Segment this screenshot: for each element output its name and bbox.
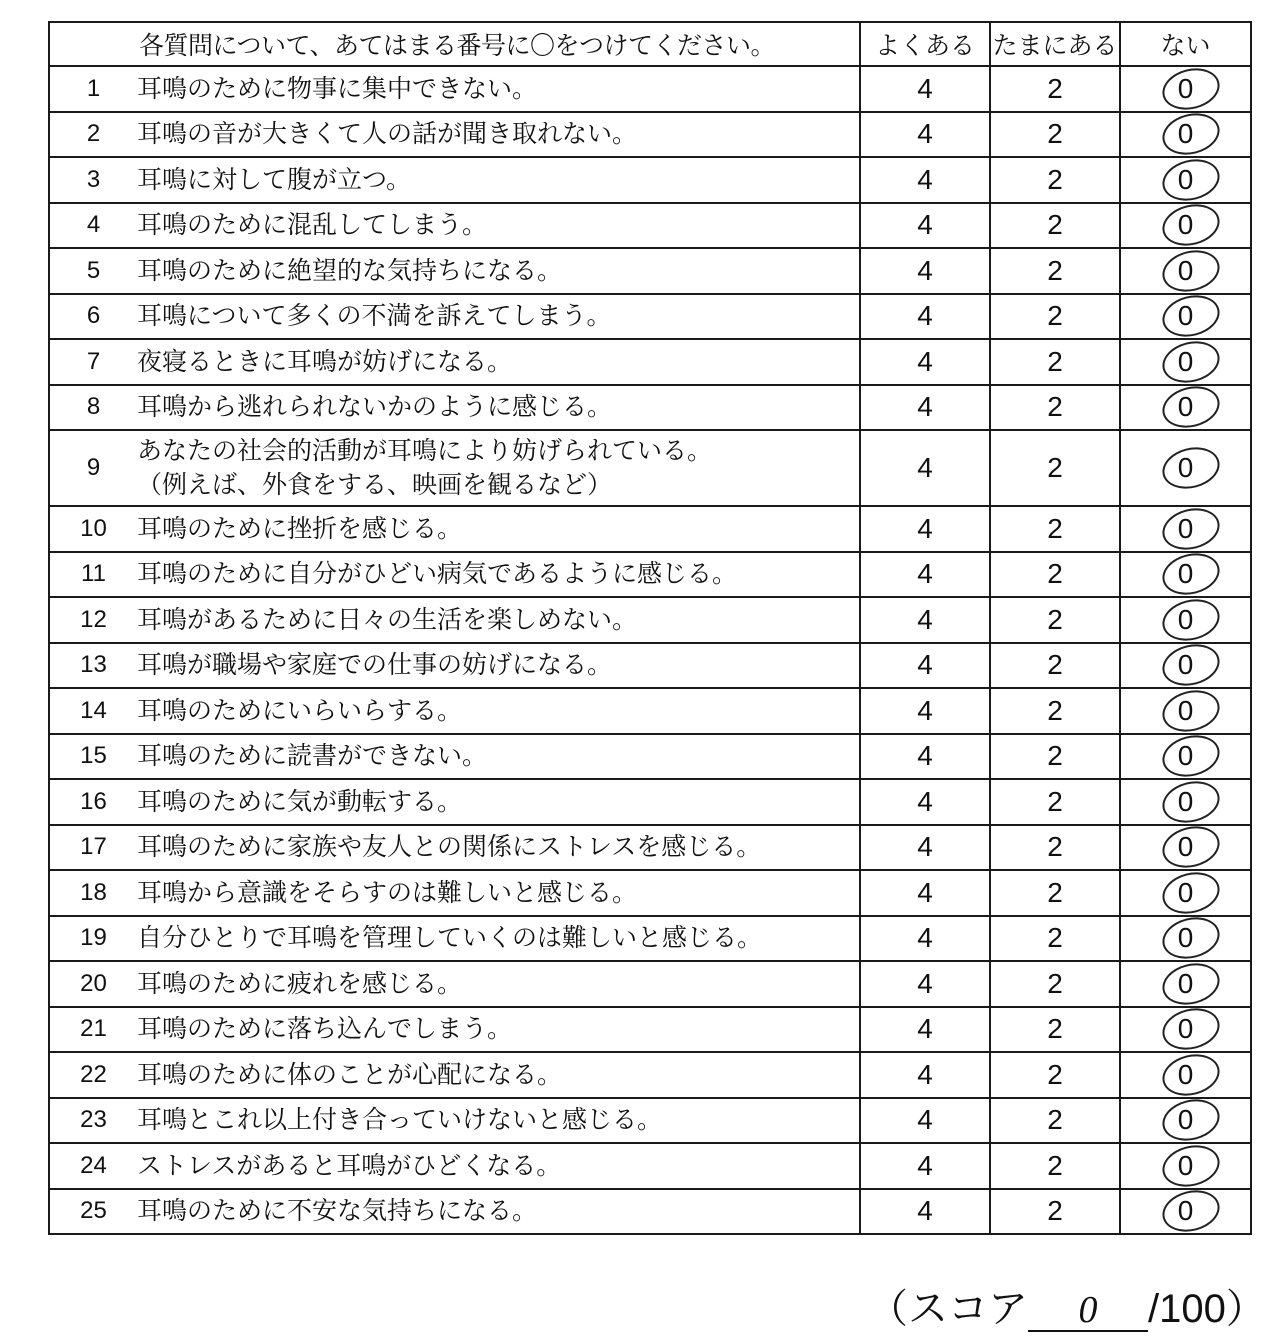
answer-often[interactable]: [860, 339, 990, 385]
answer-sometimes-value: 2: [1047, 300, 1063, 332]
answer-often[interactable]: [860, 1189, 990, 1235]
answer-often-value: 4: [917, 391, 933, 423]
answer-sometimes-value: 2: [1047, 452, 1063, 483]
answer-often-value: 4: [917, 118, 933, 150]
answer-often[interactable]: [860, 203, 990, 249]
answer-often-value: 4: [917, 694, 933, 726]
question-text: 耳鳴のために挫折を感じる。: [137, 513, 463, 543]
answer-never[interactable]: [1120, 961, 1251, 1007]
question-number: 9: [49, 430, 137, 506]
question-text-cell: [137, 248, 860, 294]
answer-often[interactable]: [860, 825, 990, 871]
column-header-never: ない: [1120, 22, 1251, 66]
answer-never-value: 0: [1177, 1149, 1194, 1181]
answer-never-value: 0: [1177, 694, 1194, 726]
answer-sometimes-value: 2: [1047, 694, 1063, 726]
answer-never-value: 0: [1177, 831, 1194, 863]
instruction-header: 各質問について、あてはまる番号に〇をつけてください。: [137, 22, 860, 66]
answer-sometimes[interactable]: [990, 825, 1120, 871]
question-row: [49, 779, 1251, 825]
column-header-sometimes: たまにある: [990, 22, 1120, 66]
answer-often-value: 4: [917, 649, 933, 681]
answer-often-value: 4: [917, 603, 933, 635]
question-text-cell: [137, 1052, 860, 1098]
question-text: 耳鳴のために物事に集中できない。: [137, 73, 538, 103]
answer-sometimes[interactable]: [990, 506, 1120, 552]
question-list: [49, 66, 1251, 1234]
question-row: [49, 112, 1251, 158]
answer-often-value: 4: [917, 740, 933, 772]
answer-never[interactable]: [1120, 825, 1251, 871]
question-text: 耳鳴のために混乱してしまう。: [137, 210, 488, 240]
answer-often[interactable]: [860, 157, 990, 203]
answer-sometimes-value: 2: [1047, 967, 1063, 999]
answer-often[interactable]: [860, 248, 990, 294]
question-text-cell: [137, 1007, 860, 1053]
question-row: [49, 203, 1251, 249]
question-number: 24: [49, 1143, 137, 1189]
question-text-cell: [137, 339, 860, 385]
question-text-cell: [137, 870, 860, 916]
answer-never-value: 0: [1177, 163, 1194, 195]
question-text: 耳鳴があるために日々の生活を楽しめない。: [137, 604, 638, 634]
question-row: [49, 734, 1251, 780]
question-text-cell: [137, 597, 860, 643]
question-row: [49, 157, 1251, 203]
question-row: [49, 294, 1251, 340]
answer-sometimes-value: 2: [1047, 254, 1063, 286]
answer-often-value: 4: [917, 1058, 933, 1090]
answer-never-value: 0: [1177, 785, 1194, 817]
answer-sometimes-value: 2: [1047, 876, 1063, 908]
question-number: 25: [49, 1189, 137, 1235]
answer-sometimes[interactable]: [990, 294, 1120, 340]
answer-never-value: 0: [1177, 452, 1194, 483]
answer-sometimes[interactable]: [990, 1052, 1120, 1098]
question-text: 耳鳴のために落ち込んでしまう。: [137, 1014, 513, 1044]
question-text-cell: [137, 688, 860, 734]
answer-never[interactable]: [1120, 506, 1251, 552]
answer-sometimes[interactable]: [990, 248, 1120, 294]
answer-sometimes-value: 2: [1047, 785, 1063, 817]
answer-often[interactable]: [860, 66, 990, 112]
answer-often-value: 4: [917, 300, 933, 332]
question-text-cell: [137, 779, 860, 825]
question-number: 2: [49, 112, 137, 158]
question-text-cell: [137, 961, 860, 1007]
answer-often-value: 4: [917, 209, 933, 241]
answer-sometimes[interactable]: [990, 643, 1120, 689]
answer-often[interactable]: [860, 1143, 990, 1189]
answer-sometimes-value: 2: [1047, 649, 1063, 681]
answer-sometimes-value: 2: [1047, 1195, 1063, 1227]
question-text: 耳鳴のためにいらいらする。: [137, 695, 463, 725]
header-number-cell: [49, 22, 137, 66]
question-text: 耳鳴のために絶望的な気持ちになる。: [137, 255, 563, 285]
answer-sometimes-value: 2: [1047, 209, 1063, 241]
answer-never[interactable]: [1120, 688, 1251, 734]
question-text-cell: [137, 203, 860, 249]
answer-never[interactable]: [1120, 248, 1251, 294]
answer-sometimes[interactable]: [990, 385, 1120, 431]
answer-never-value: 0: [1177, 345, 1194, 377]
question-number: 3: [49, 157, 137, 203]
answer-often[interactable]: [860, 552, 990, 598]
answer-never-value: 0: [1177, 649, 1194, 681]
question-number: 7: [49, 339, 137, 385]
question-number: 22: [49, 1052, 137, 1098]
answer-sometimes[interactable]: [990, 1007, 1120, 1053]
score-value[interactable]: 0: [1028, 1290, 1148, 1332]
answer-sometimes[interactable]: [990, 430, 1120, 506]
question-text: 耳鳴のために家族や友人との関係にストレスを感じる。: [137, 832, 762, 862]
question-row: [49, 961, 1251, 1007]
answer-sometimes-value: 2: [1047, 163, 1063, 195]
question-row: [49, 688, 1251, 734]
score-suffix: /100）: [1148, 1287, 1266, 1331]
answer-sometimes[interactable]: [990, 112, 1120, 158]
answer-sometimes[interactable]: [990, 597, 1120, 643]
answer-never[interactable]: [1120, 870, 1251, 916]
answer-often[interactable]: [860, 734, 990, 780]
question-row: [49, 916, 1251, 962]
answer-sometimes-value: 2: [1047, 391, 1063, 423]
answer-often-value: 4: [917, 831, 933, 863]
question-text-cell: [137, 1143, 860, 1189]
question-row: [49, 643, 1251, 689]
answer-sometimes[interactable]: [990, 734, 1120, 780]
question-number: 13: [49, 643, 137, 689]
answer-often-value: 4: [917, 967, 933, 999]
answer-sometimes-value: 2: [1047, 1058, 1063, 1090]
answer-never-value: 0: [1177, 1058, 1194, 1090]
question-text-cell: [137, 734, 860, 780]
answer-never[interactable]: [1120, 1098, 1251, 1144]
answer-sometimes-value: 2: [1047, 512, 1063, 544]
question-row: [49, 430, 1251, 506]
answer-often[interactable]: [860, 430, 990, 506]
answer-sometimes-value: 2: [1047, 831, 1063, 863]
answer-sometimes[interactable]: [990, 1098, 1120, 1144]
answer-never-value: 0: [1177, 603, 1194, 635]
answer-never[interactable]: [1120, 157, 1251, 203]
question-row: [49, 1189, 1251, 1235]
answer-never[interactable]: [1120, 203, 1251, 249]
answer-often-value: 4: [917, 254, 933, 286]
question-text-cell: [137, 430, 860, 506]
question-text: ストレスがあると耳鳴がひどくなる。: [137, 1150, 562, 1180]
answer-never[interactable]: [1120, 385, 1251, 431]
answer-sometimes[interactable]: [990, 203, 1120, 249]
answer-often[interactable]: [860, 294, 990, 340]
question-text: あなたの社会的活動が耳鳴により妨げられている。: [137, 436, 713, 465]
question-text: 耳鳴のために気が動転する。: [137, 786, 463, 816]
answer-never[interactable]: [1120, 294, 1251, 340]
question-text: 耳鳴のために自分がひどい病気であるように感じる。: [137, 559, 738, 589]
answer-often-value: 4: [917, 72, 933, 104]
answer-sometimes-value: 2: [1047, 922, 1063, 954]
answer-sometimes[interactable]: [990, 1143, 1120, 1189]
question-text-cell: [137, 157, 860, 203]
answer-never-value: 0: [1177, 967, 1194, 999]
question-row: [49, 66, 1251, 112]
question-text-cell: [137, 385, 860, 431]
question-text: 耳鳴に対して腹が立つ。: [137, 164, 412, 194]
question-row: [49, 597, 1251, 643]
answer-never[interactable]: [1120, 916, 1251, 962]
answer-often[interactable]: [860, 779, 990, 825]
question-number: 19: [49, 916, 137, 962]
answer-often[interactable]: [860, 916, 990, 962]
question-text-cell: [137, 66, 860, 112]
question-number: 4: [49, 203, 137, 249]
answer-never-value: 0: [1177, 922, 1194, 954]
answer-sometimes-value: 2: [1047, 1104, 1063, 1136]
question-text-cell: [137, 1098, 860, 1144]
answer-sometimes[interactable]: [990, 961, 1120, 1007]
answer-often-value: 4: [917, 922, 933, 954]
question-text: 耳鳴から逃れられないかのように感じる。: [137, 392, 613, 422]
answer-never-value: 0: [1177, 740, 1194, 772]
answer-often[interactable]: [860, 385, 990, 431]
answer-sometimes-value: 2: [1047, 1013, 1063, 1045]
answer-never[interactable]: [1120, 1189, 1251, 1235]
score-line: [868, 1277, 1266, 1334]
answer-sometimes[interactable]: [990, 552, 1120, 598]
answer-never-value: 0: [1177, 72, 1194, 104]
answer-often-value: 4: [917, 876, 933, 908]
answer-never[interactable]: [1120, 1007, 1251, 1053]
answer-never[interactable]: [1120, 734, 1251, 780]
answer-sometimes[interactable]: [990, 870, 1120, 916]
answer-sometimes[interactable]: [990, 779, 1120, 825]
answer-often-value: 4: [917, 1149, 933, 1181]
question-number: 10: [49, 506, 137, 552]
answer-never-value: 0: [1177, 1013, 1194, 1045]
answer-never-value: 0: [1177, 558, 1194, 590]
question-row: [49, 870, 1251, 916]
question-text: 自分ひとりで耳鳴を管理していくのは難しいと感じる。: [137, 923, 763, 953]
question-text-cell: [137, 643, 860, 689]
answer-often[interactable]: [860, 112, 990, 158]
answer-often-value: 4: [917, 785, 933, 817]
answer-sometimes[interactable]: [990, 916, 1120, 962]
question-text: 耳鳴のために読書ができない。: [137, 741, 488, 771]
header-row: [49, 22, 1251, 66]
answer-never-value: 0: [1177, 300, 1194, 332]
answer-never-value: 0: [1177, 1195, 1194, 1227]
question-text: 夜寝るときに耳鳴が妨げになる。: [137, 346, 513, 376]
questionnaire-table: [48, 21, 1252, 1235]
answer-never-value: 0: [1177, 876, 1194, 908]
answer-often[interactable]: [860, 597, 990, 643]
answer-never[interactable]: [1120, 339, 1251, 385]
question-number: 14: [49, 688, 137, 734]
answer-never-value: 0: [1177, 512, 1194, 544]
question-text: 耳鳴のために不安な気持ちになる。: [137, 1196, 538, 1226]
question-text-cell: [137, 825, 860, 871]
answer-never-value: 0: [1177, 118, 1194, 150]
answer-often[interactable]: [860, 961, 990, 1007]
question-row: [49, 1052, 1251, 1098]
answer-often[interactable]: [860, 688, 990, 734]
question-row: [49, 339, 1251, 385]
column-header-often: よくある: [860, 22, 990, 66]
answer-never[interactable]: [1120, 430, 1251, 506]
answer-sometimes-value: 2: [1047, 1149, 1063, 1181]
answer-often-value: 4: [917, 558, 933, 590]
questionnaire-sheet: [48, 21, 1250, 1235]
answer-often-value: 4: [917, 452, 933, 483]
answer-often[interactable]: [860, 870, 990, 916]
question-number: 6: [49, 294, 137, 340]
answer-never-value: 0: [1177, 209, 1194, 241]
answer-often[interactable]: [860, 643, 990, 689]
answer-never[interactable]: [1120, 1052, 1251, 1098]
question-text: 耳鳴が職場や家庭での仕事の妨げになる。: [137, 650, 613, 680]
answer-never[interactable]: [1120, 597, 1251, 643]
question-text-cell: [137, 294, 860, 340]
answer-never[interactable]: [1120, 552, 1251, 598]
answer-never-value: 0: [1177, 391, 1194, 423]
answer-never[interactable]: [1120, 1143, 1251, 1189]
answer-sometimes-value: 2: [1047, 345, 1063, 377]
answer-often[interactable]: [860, 1007, 990, 1053]
answer-sometimes[interactable]: [990, 688, 1120, 734]
question-row: [49, 248, 1251, 294]
question-row: [49, 385, 1251, 431]
answer-never-value: 0: [1177, 254, 1194, 286]
answer-sometimes[interactable]: [990, 339, 1120, 385]
score-prefix: （スコア: [868, 1287, 1028, 1331]
question-number: 5: [49, 248, 137, 294]
question-number: 17: [49, 825, 137, 871]
question-number: 1: [49, 66, 137, 112]
question-text: 耳鳴のために疲れを感じる。: [137, 968, 463, 998]
answer-sometimes-value: 2: [1047, 118, 1063, 150]
question-row: [49, 506, 1251, 552]
question-row: [49, 1007, 1251, 1053]
answer-sometimes-value: 2: [1047, 558, 1063, 590]
answer-sometimes[interactable]: [990, 66, 1120, 112]
question-number: 16: [49, 779, 137, 825]
answer-often-value: 4: [917, 1104, 933, 1136]
answer-often[interactable]: [860, 1098, 990, 1144]
answer-often-value: 4: [917, 1013, 933, 1045]
question-text: 耳鳴から意識をそらすのは難しいと感じる。: [137, 877, 638, 907]
question-text: 耳鳴とこれ以上付き合っていけないと感じる。: [137, 1105, 663, 1135]
answer-never[interactable]: [1120, 779, 1251, 825]
question-row: [49, 1098, 1251, 1144]
answer-often[interactable]: [860, 506, 990, 552]
question-number: 20: [49, 961, 137, 1007]
question-number: 18: [49, 870, 137, 916]
answer-often-value: 4: [917, 345, 933, 377]
answer-never[interactable]: [1120, 643, 1251, 689]
question-text-cell: [137, 916, 860, 962]
question-number: 11: [49, 552, 137, 598]
question-text-note: （例えば、外食をする、映画を観るなど）: [137, 470, 613, 499]
question-text: 耳鳴のために体のことが心配になる。: [137, 1059, 563, 1089]
answer-often-value: 4: [917, 163, 933, 195]
answer-often[interactable]: [860, 1052, 990, 1098]
question-row: [49, 552, 1251, 598]
answer-often-value: 4: [917, 1195, 933, 1227]
answer-never[interactable]: [1120, 112, 1251, 158]
answer-never-value: 0: [1177, 1104, 1194, 1136]
question-number: 23: [49, 1098, 137, 1144]
answer-sometimes-value: 2: [1047, 740, 1063, 772]
question-text-cell: [137, 552, 860, 598]
answer-sometimes[interactable]: [990, 157, 1120, 203]
question-number: 8: [49, 385, 137, 431]
question-text-cell: [137, 1189, 860, 1235]
question-number: 21: [49, 1007, 137, 1053]
question-text: 耳鳴について多くの不満を訴えてしまう。: [137, 301, 612, 331]
answer-sometimes-value: 2: [1047, 603, 1063, 635]
question-text: 耳鳴の音が大きくて人の話が聞き取れない。: [137, 119, 638, 149]
answer-sometimes-value: 2: [1047, 72, 1063, 104]
answer-often-value: 4: [917, 512, 933, 544]
answer-never[interactable]: [1120, 66, 1251, 112]
question-number: 15: [49, 734, 137, 780]
question-number: 12: [49, 597, 137, 643]
question-text-cell: [137, 506, 860, 552]
question-row: [49, 825, 1251, 871]
question-row: [49, 1143, 1251, 1189]
answer-sometimes[interactable]: [990, 1189, 1120, 1235]
question-text-cell: [137, 112, 860, 158]
